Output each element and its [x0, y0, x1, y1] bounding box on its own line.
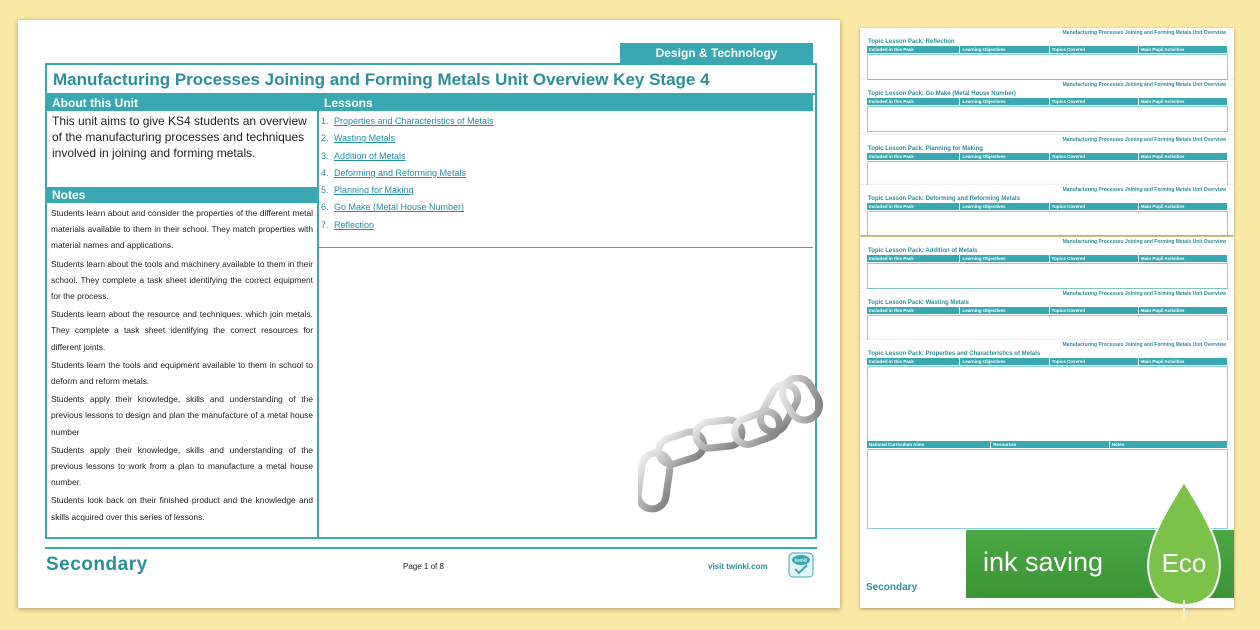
lesson-item: [321, 165, 801, 182]
sheet-row: [867, 54, 1228, 80]
visit-link[interactable]: visit twinkl.com: [708, 562, 768, 571]
col: Included in this Pack: [867, 46, 959, 53]
sheet-deforming: [860, 185, 1234, 235]
sheet-columns: [867, 255, 1228, 262]
sheet-columns: [867, 358, 1228, 365]
lesson-number: 3.: [321, 150, 329, 161]
sheet-header: Manufacturing Processes Joining and Forming Metals Unit Overview: [1062, 342, 1226, 348]
twinkl-quality-badge-icon: [788, 552, 814, 578]
column-divider: [317, 94, 319, 537]
col: Learning Objectives: [960, 307, 1048, 314]
sheet-lower-columns: [867, 441, 1228, 448]
col: Included in this Pack: [867, 203, 959, 210]
sheet-planning: [860, 135, 1234, 185]
sheet-row: [867, 211, 1228, 235]
sheet-row: [867, 106, 1228, 132]
footer-divider: [45, 547, 817, 549]
col: Included in this Pack: [867, 358, 959, 365]
lesson-link-reflection[interactable]: Reflection: [334, 219, 375, 230]
sheet-header: Manufacturing Processes Joining and Forming Metals Unit Overview: [1062, 30, 1226, 36]
col: Topics Covered: [1050, 46, 1138, 53]
sheet-columns: [867, 203, 1228, 210]
lessons-heading: Lessons: [319, 95, 813, 111]
sheet-title: Topic Lesson Pack: Go Make (Metal House Number): [868, 91, 1016, 97]
lesson-number: 2.: [321, 133, 329, 144]
sheet-title: Topic Lesson Pack: Deforming and Reforming Metals: [868, 196, 1020, 202]
sheet-header: Manufacturing Processes Joining and Forming Metals Unit Overview: [1062, 187, 1226, 193]
sheet-header: Manufacturing Processes Joining and Forming Metals Unit Overview: [1062, 291, 1226, 297]
lesson-link-planning[interactable]: Planning for Making: [334, 185, 414, 196]
lesson-link-addition[interactable]: Addition of Metals: [334, 150, 406, 161]
col: Resources: [991, 441, 1108, 448]
col: Included in this Pack: [867, 307, 959, 314]
col: Learning Objectives: [960, 358, 1048, 365]
col: Main Pupil Activities: [1139, 358, 1227, 365]
lesson-item: [321, 182, 801, 199]
lesson-number: 4.: [321, 167, 329, 178]
lessons-list: [321, 113, 801, 234]
lesson-item: [321, 148, 801, 165]
col: Main Pupil Activities: [1139, 307, 1227, 314]
sheet-columns: [867, 98, 1228, 105]
about-text: This unit aims to give KS4 students an overview of the manufacturing processes and techniques involved in joining and forming metals.: [52, 114, 307, 160]
lesson-item: [321, 217, 801, 234]
notes-list: [51, 205, 313, 527]
col: Included in this Pack: [867, 98, 959, 105]
page-title: Manufacturing Processes Joining and Forming Metals Unit Overview Key Stage 4: [53, 70, 710, 89]
col: National Curriculum Aims: [867, 441, 990, 448]
sheet-row: [867, 161, 1228, 185]
col: Learning Objectives: [960, 203, 1048, 210]
col: Main Pupil Activities: [1139, 153, 1227, 160]
lesson-number: 5.: [321, 185, 329, 196]
metal-chain-illustration: [638, 375, 828, 515]
eco-text: Eco: [1161, 548, 1207, 578]
lesson-number: 6.: [321, 202, 329, 213]
sheet-header: Manufacturing Processes Joining and Forming Metals Unit Overview: [1062, 82, 1226, 88]
sheet-footer-brand: Secondary: [866, 582, 918, 593]
ink-saving-label: ink saving: [983, 547, 1104, 577]
col: Main Pupil Activities: [1139, 203, 1227, 210]
col: Learning Objectives: [960, 153, 1048, 160]
note-item: Students learn about the tools and machinery available to them in their school. They complete a task sheet identifying the correct equipment for the process.: [51, 258, 313, 302]
about-heading: About this Unit: [47, 95, 317, 111]
note-item: Students apply their knowledge, skills and understanding of the previous lessons to work from a plan to manufacture a metal house number.: [51, 444, 313, 488]
col: Topics Covered: [1050, 255, 1138, 262]
lesson-item: [321, 113, 801, 130]
lesson-number: 7.: [321, 219, 329, 230]
sheet-columns: [867, 153, 1228, 160]
lesson-item: [321, 130, 801, 147]
lesson-number: 1.: [321, 116, 329, 126]
sheet-reflection: [860, 28, 1234, 80]
document-page: [18, 20, 840, 608]
sheet-title: Topic Lesson Pack: Properties and Characteristics of Metals: [868, 351, 1041, 357]
notes-heading: Notes: [47, 187, 317, 203]
footer-brand: Secondary: [46, 554, 148, 575]
note-item: Students apply their knowledge, skills and understanding of the previous lessons to design and plan the manufacture of a metal house number: [51, 394, 313, 437]
note-item: Students look back on their finished product and the knowledge and skills acquired over this series of lessons.: [51, 495, 313, 522]
col: Learning Objectives: [960, 98, 1048, 105]
col: Topics Covered: [1050, 358, 1138, 365]
col: Learning Objectives: [960, 255, 1048, 262]
sheet-title: Topic Lesson Pack: Reflection: [868, 39, 955, 45]
col: Included in this Pack: [867, 255, 959, 262]
sheet-columns: [867, 46, 1228, 53]
lesson-link-wasting[interactable]: Wasting Metals: [334, 133, 396, 144]
sheet-title: Topic Lesson Pack: Wasting Metals: [868, 300, 970, 306]
note-item: Students learn about the resource and techniques. which join metals. They complete a task sheet identifying the correct resources for different joints.: [51, 309, 313, 352]
badge-text: twinkl: [794, 558, 808, 564]
sheet-row: [867, 263, 1228, 289]
col: Notes: [1110, 441, 1227, 448]
col: Topics Covered: [1050, 307, 1138, 314]
sheet-go-make: [860, 80, 1234, 135]
note-item: Students learn the tools and equipment available to them in school to deform and reform metals.: [51, 359, 313, 387]
sheet-addition: [860, 237, 1234, 289]
sheet-row: [867, 366, 1228, 442]
sheet-header: Manufacturing Processes Joining and Forming Metals Unit Overview: [1062, 137, 1226, 143]
lesson-item: [321, 199, 801, 216]
col: Topics Covered: [1050, 98, 1138, 105]
col: Included in this Pack: [867, 153, 959, 160]
eco-leaf-icon: [1134, 480, 1234, 620]
note-item: Students learn about and consider the properties of the different metal materials available to them in their school. They match properties with material names and applications.: [51, 208, 313, 251]
col: Main Pupil Activities: [1139, 255, 1227, 262]
sheet-title: Topic Lesson Pack: Addition of Metals: [868, 248, 978, 254]
sheet-columns: [867, 307, 1228, 314]
col: Main Pupil Activities: [1139, 98, 1227, 105]
lesson-link-properties[interactable]: Properties and Characteristics of Metals: [334, 116, 494, 126]
lesson-link-go-make[interactable]: Go Make (Metal House Number): [334, 202, 465, 213]
col: Topics Covered: [1050, 153, 1138, 160]
lessons-divider: [319, 247, 813, 248]
col: Learning Objectives: [960, 46, 1048, 53]
lesson-link-deforming[interactable]: Deforming and Reforming Metals: [334, 167, 467, 178]
sheet-wasting: [860, 289, 1234, 340]
sheet-row: [867, 315, 1228, 340]
subject-tab: Design & Technology: [620, 43, 813, 64]
col: Topics Covered: [1050, 203, 1138, 210]
sheet-title: Topic Lesson Pack: Planning for Making: [868, 146, 983, 152]
sheet-header: Manufacturing Processes Joining and Forming Metals Unit Overview: [1062, 239, 1226, 245]
page-number: Page 1 of 8: [403, 562, 444, 571]
col: Main Pupil Activities: [1139, 46, 1227, 53]
